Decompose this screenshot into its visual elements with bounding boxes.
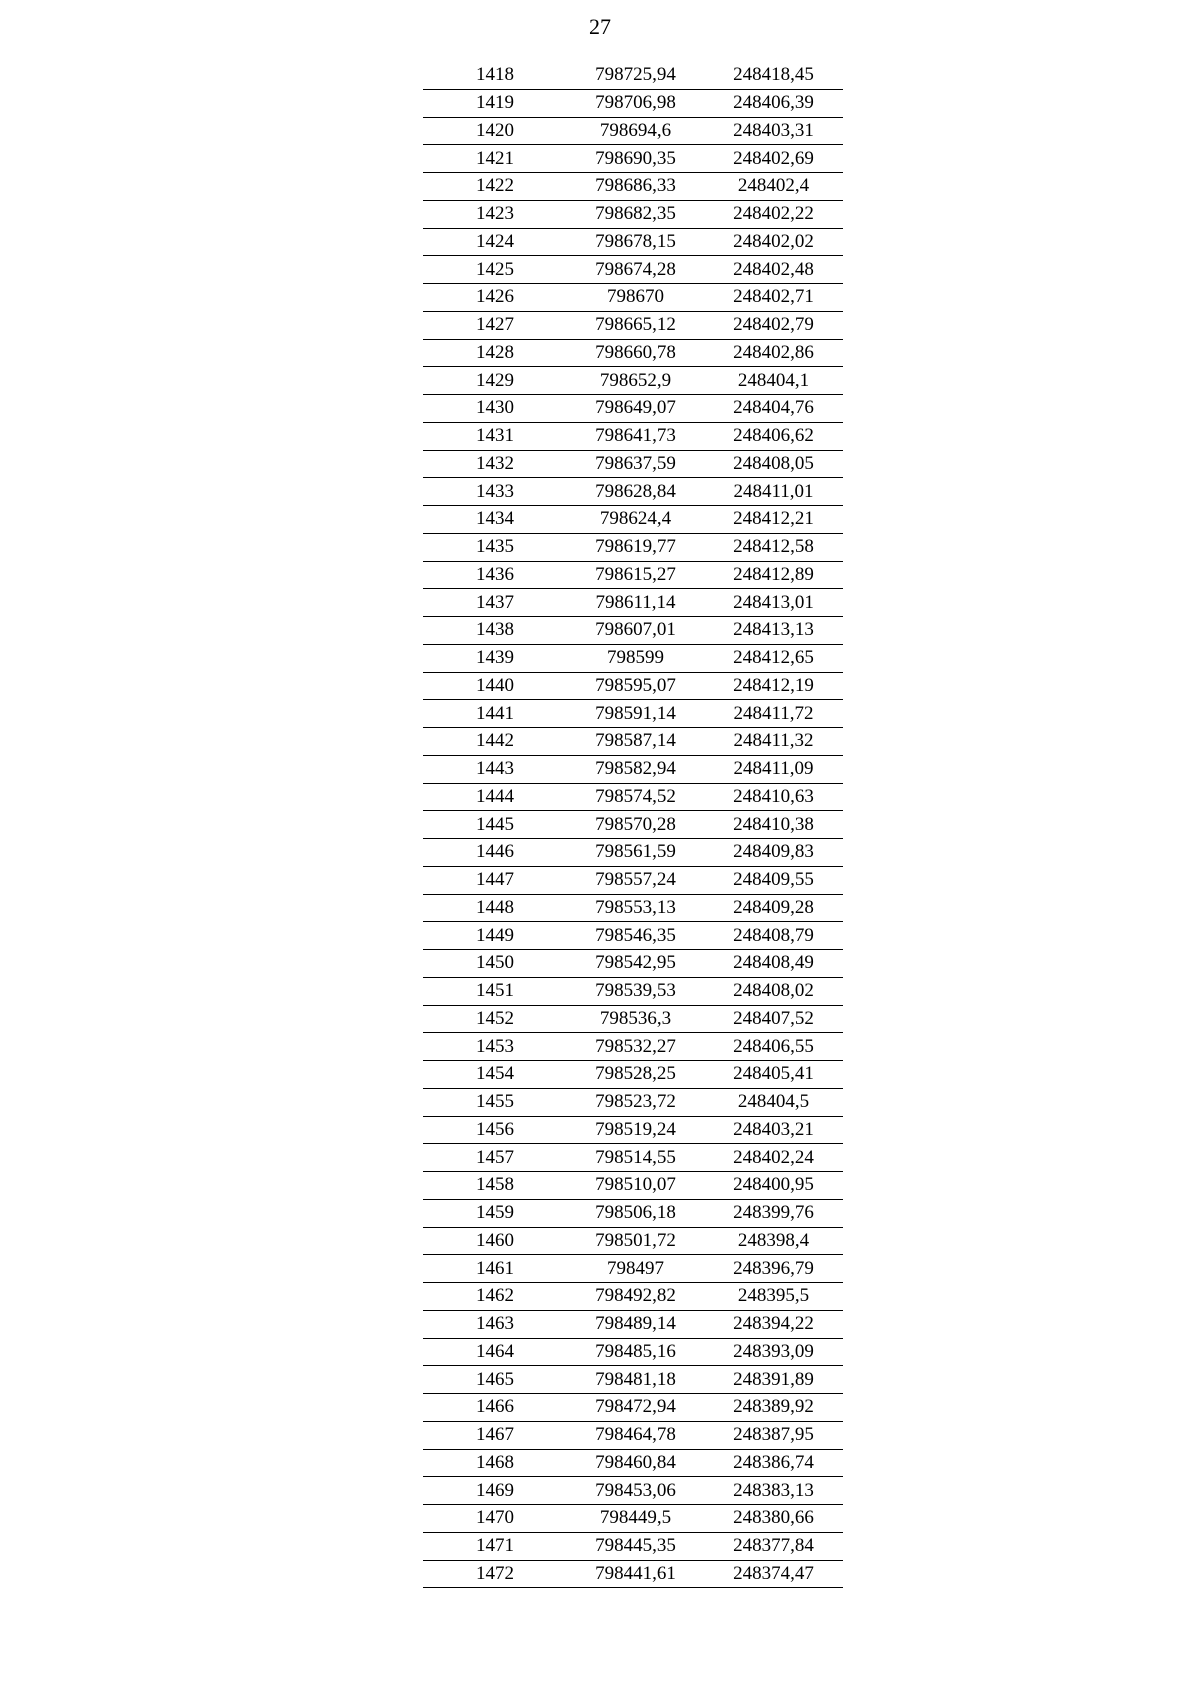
y-coordinate-cell: 248409,28 (704, 894, 843, 922)
point-number-cell: 1424 (423, 228, 567, 256)
point-number-cell: 1443 (423, 755, 567, 783)
x-coordinate-cell: 798674,28 (567, 256, 704, 284)
x-coordinate-cell: 798574,52 (567, 783, 704, 811)
table-row (423, 173, 843, 201)
table-row (423, 367, 843, 395)
point-number-cell: 1421 (423, 145, 567, 173)
x-coordinate-cell: 798682,35 (567, 200, 704, 228)
y-coordinate-cell: 248410,38 (704, 811, 843, 839)
y-coordinate-cell: 248400,95 (704, 1172, 843, 1200)
y-coordinate-cell: 248412,89 (704, 561, 843, 589)
x-coordinate-cell: 798641,73 (567, 422, 704, 450)
point-number-cell: 1431 (423, 422, 567, 450)
table-row (423, 1338, 843, 1366)
point-number-cell: 1427 (423, 311, 567, 339)
y-coordinate-cell: 248404,1 (704, 367, 843, 395)
y-coordinate-cell: 248374,47 (704, 1560, 843, 1588)
table-row (423, 1394, 843, 1422)
x-coordinate-cell: 798489,14 (567, 1310, 704, 1338)
point-number-cell: 1463 (423, 1310, 567, 1338)
table-row (423, 256, 843, 284)
x-coordinate-cell: 798649,07 (567, 395, 704, 423)
point-number-cell: 1445 (423, 811, 567, 839)
y-coordinate-cell: 248402,48 (704, 256, 843, 284)
table-row (423, 644, 843, 672)
table-row (423, 506, 843, 534)
x-coordinate-cell: 798553,13 (567, 894, 704, 922)
point-number-cell: 1425 (423, 256, 567, 284)
point-number-cell: 1451 (423, 977, 567, 1005)
x-coordinate-cell: 798637,59 (567, 450, 704, 478)
point-number-cell: 1447 (423, 866, 567, 894)
y-coordinate-cell: 248380,66 (704, 1505, 843, 1533)
x-coordinate-cell: 798570,28 (567, 811, 704, 839)
x-coordinate-cell: 798670 (567, 284, 704, 312)
x-coordinate-cell: 798611,14 (567, 589, 704, 617)
point-number-cell: 1440 (423, 672, 567, 700)
point-number-cell: 1472 (423, 1560, 567, 1588)
point-number-cell: 1460 (423, 1227, 567, 1255)
point-number-cell: 1459 (423, 1199, 567, 1227)
y-coordinate-cell: 248412,65 (704, 644, 843, 672)
y-coordinate-cell: 248389,92 (704, 1394, 843, 1422)
y-coordinate-cell: 248402,24 (704, 1144, 843, 1172)
point-number-cell: 1426 (423, 284, 567, 312)
y-coordinate-cell: 248408,49 (704, 950, 843, 978)
page-number: 27 (589, 14, 611, 39)
table-row (423, 1283, 843, 1311)
x-coordinate-cell: 798441,61 (567, 1560, 704, 1588)
table-row (423, 478, 843, 506)
y-coordinate-cell: 248411,32 (704, 728, 843, 756)
point-number-cell: 1461 (423, 1255, 567, 1283)
point-number-cell: 1419 (423, 89, 567, 117)
point-number-cell: 1467 (423, 1421, 567, 1449)
table-row (423, 1505, 843, 1533)
x-coordinate-cell: 798624,4 (567, 506, 704, 534)
y-coordinate-cell: 248402,71 (704, 284, 843, 312)
y-coordinate-cell: 248399,76 (704, 1199, 843, 1227)
y-coordinate-cell: 248383,13 (704, 1477, 843, 1505)
y-coordinate-cell: 248386,74 (704, 1449, 843, 1477)
x-coordinate-cell: 798532,27 (567, 1033, 704, 1061)
x-coordinate-cell: 798628,84 (567, 478, 704, 506)
table-row (423, 1532, 843, 1560)
table-row (423, 755, 843, 783)
y-coordinate-cell: 248406,55 (704, 1033, 843, 1061)
point-number-cell: 1420 (423, 117, 567, 145)
table-row (423, 839, 843, 867)
x-coordinate-cell: 798460,84 (567, 1449, 704, 1477)
x-coordinate-cell: 798615,27 (567, 561, 704, 589)
y-coordinate-cell: 248406,39 (704, 89, 843, 117)
y-coordinate-cell: 248412,58 (704, 533, 843, 561)
point-number-cell: 1438 (423, 617, 567, 645)
point-number-cell: 1462 (423, 1283, 567, 1311)
table-row (423, 783, 843, 811)
x-coordinate-cell: 798497 (567, 1255, 704, 1283)
x-coordinate-cell: 798660,78 (567, 339, 704, 367)
table-row (423, 1477, 843, 1505)
table-row (423, 1366, 843, 1394)
table-row (423, 533, 843, 561)
point-number-cell: 1446 (423, 839, 567, 867)
x-coordinate-cell: 798485,16 (567, 1338, 704, 1366)
point-number-cell: 1444 (423, 783, 567, 811)
point-number-cell: 1434 (423, 506, 567, 534)
point-number-cell: 1422 (423, 173, 567, 201)
point-number-cell: 1432 (423, 450, 567, 478)
table-row (423, 228, 843, 256)
table-row (423, 311, 843, 339)
x-coordinate-cell: 798501,72 (567, 1227, 704, 1255)
y-coordinate-cell: 248402,02 (704, 228, 843, 256)
table-row (423, 950, 843, 978)
point-number-cell: 1454 (423, 1061, 567, 1089)
point-number-cell: 1468 (423, 1449, 567, 1477)
point-number-cell: 1452 (423, 1005, 567, 1033)
x-coordinate-cell: 798619,77 (567, 533, 704, 561)
point-number-cell: 1430 (423, 395, 567, 423)
table-row (423, 1172, 843, 1200)
table-row (423, 145, 843, 173)
x-coordinate-cell: 798449,5 (567, 1505, 704, 1533)
y-coordinate-cell: 248408,02 (704, 977, 843, 1005)
y-coordinate-cell: 248387,95 (704, 1421, 843, 1449)
x-coordinate-cell: 798725,94 (567, 62, 704, 89)
table-row (423, 1421, 843, 1449)
y-coordinate-cell: 248409,55 (704, 866, 843, 894)
y-coordinate-cell: 248395,5 (704, 1283, 843, 1311)
y-coordinate-cell: 248402,86 (704, 339, 843, 367)
x-coordinate-cell: 798591,14 (567, 700, 704, 728)
table-row (423, 728, 843, 756)
point-number-cell: 1453 (423, 1033, 567, 1061)
point-number-cell: 1436 (423, 561, 567, 589)
point-number-cell: 1423 (423, 200, 567, 228)
point-number-cell: 1465 (423, 1366, 567, 1394)
x-coordinate-cell: 798523,72 (567, 1088, 704, 1116)
table-row (423, 922, 843, 950)
y-coordinate-cell: 248402,4 (704, 173, 843, 201)
table-row (423, 672, 843, 700)
y-coordinate-cell: 248418,45 (704, 62, 843, 89)
table-row (423, 1255, 843, 1283)
x-coordinate-cell: 798528,25 (567, 1061, 704, 1089)
y-coordinate-cell: 248411,01 (704, 478, 843, 506)
point-number-cell: 1455 (423, 1088, 567, 1116)
table-row (423, 1116, 843, 1144)
table-row (423, 894, 843, 922)
table-row (423, 1033, 843, 1061)
y-coordinate-cell: 248408,05 (704, 450, 843, 478)
table-row (423, 866, 843, 894)
x-coordinate-cell: 798607,01 (567, 617, 704, 645)
table-row (423, 284, 843, 312)
point-number-cell: 1469 (423, 1477, 567, 1505)
point-number-cell: 1435 (423, 533, 567, 561)
x-coordinate-cell: 798582,94 (567, 755, 704, 783)
y-coordinate-cell: 248391,89 (704, 1366, 843, 1394)
table-row (423, 395, 843, 423)
x-coordinate-cell: 798506,18 (567, 1199, 704, 1227)
x-coordinate-cell: 798542,95 (567, 950, 704, 978)
y-coordinate-cell: 248406,62 (704, 422, 843, 450)
x-coordinate-cell: 798561,59 (567, 839, 704, 867)
y-coordinate-cell: 248407,52 (704, 1005, 843, 1033)
table-row (423, 700, 843, 728)
point-number-cell: 1464 (423, 1338, 567, 1366)
table-row (423, 339, 843, 367)
point-number-cell: 1449 (423, 922, 567, 950)
x-coordinate-cell: 798546,35 (567, 922, 704, 950)
x-coordinate-cell: 798514,55 (567, 1144, 704, 1172)
y-coordinate-cell: 248412,21 (704, 506, 843, 534)
table-row (423, 89, 843, 117)
x-coordinate-cell: 798519,24 (567, 1116, 704, 1144)
x-coordinate-cell: 798453,06 (567, 1477, 704, 1505)
y-coordinate-cell: 248402,79 (704, 311, 843, 339)
y-coordinate-cell: 248402,69 (704, 145, 843, 173)
table-row (423, 1310, 843, 1338)
y-coordinate-cell: 248394,22 (704, 1310, 843, 1338)
point-number-cell: 1441 (423, 700, 567, 728)
y-coordinate-cell: 248402,22 (704, 200, 843, 228)
table-row (423, 1199, 843, 1227)
point-number-cell: 1448 (423, 894, 567, 922)
y-coordinate-cell: 248403,21 (704, 1116, 843, 1144)
x-coordinate-cell: 798652,9 (567, 367, 704, 395)
x-coordinate-cell: 798690,35 (567, 145, 704, 173)
y-coordinate-cell: 248412,19 (704, 672, 843, 700)
table-row (423, 1227, 843, 1255)
x-coordinate-cell: 798557,24 (567, 866, 704, 894)
x-coordinate-cell: 798492,82 (567, 1283, 704, 1311)
point-number-cell: 1428 (423, 339, 567, 367)
table-row (423, 200, 843, 228)
x-coordinate-cell: 798678,15 (567, 228, 704, 256)
point-number-cell: 1470 (423, 1505, 567, 1533)
point-number-cell: 1437 (423, 589, 567, 617)
y-coordinate-cell: 248409,83 (704, 839, 843, 867)
point-number-cell: 1442 (423, 728, 567, 756)
table-row (423, 1088, 843, 1116)
table-row (423, 62, 843, 89)
point-number-cell: 1458 (423, 1172, 567, 1200)
x-coordinate-cell: 798481,18 (567, 1366, 704, 1394)
y-coordinate-cell: 248408,79 (704, 922, 843, 950)
y-coordinate-cell: 248411,09 (704, 755, 843, 783)
y-coordinate-cell: 248393,09 (704, 1338, 843, 1366)
y-coordinate-cell: 248403,31 (704, 117, 843, 145)
table-row (423, 977, 843, 1005)
table-row (423, 561, 843, 589)
x-coordinate-cell: 798694,6 (567, 117, 704, 145)
x-coordinate-cell: 798472,94 (567, 1394, 704, 1422)
y-coordinate-cell: 248413,13 (704, 617, 843, 645)
point-number-cell: 1418 (423, 62, 567, 89)
x-coordinate-cell: 798536,3 (567, 1005, 704, 1033)
x-coordinate-cell: 798539,53 (567, 977, 704, 1005)
x-coordinate-cell: 798599 (567, 644, 704, 672)
table-row (423, 422, 843, 450)
coordinates-table-body (423, 62, 843, 1588)
x-coordinate-cell: 798587,14 (567, 728, 704, 756)
x-coordinate-cell: 798595,07 (567, 672, 704, 700)
table-row (423, 117, 843, 145)
table-row (423, 589, 843, 617)
table-row (423, 450, 843, 478)
x-coordinate-cell: 798510,07 (567, 1172, 704, 1200)
table-row (423, 811, 843, 839)
point-number-cell: 1471 (423, 1532, 567, 1560)
y-coordinate-cell: 248413,01 (704, 589, 843, 617)
table-row (423, 617, 843, 645)
table-row (423, 1144, 843, 1172)
y-coordinate-cell: 248377,84 (704, 1532, 843, 1560)
table-row (423, 1449, 843, 1477)
y-coordinate-cell: 248398,4 (704, 1227, 843, 1255)
y-coordinate-cell: 248404,5 (704, 1088, 843, 1116)
y-coordinate-cell: 248411,72 (704, 700, 843, 728)
coordinates-table (423, 62, 843, 1588)
point-number-cell: 1433 (423, 478, 567, 506)
x-coordinate-cell: 798464,78 (567, 1421, 704, 1449)
x-coordinate-cell: 798445,35 (567, 1532, 704, 1560)
x-coordinate-cell: 798665,12 (567, 311, 704, 339)
x-coordinate-cell: 798706,98 (567, 89, 704, 117)
point-number-cell: 1466 (423, 1394, 567, 1422)
point-number-cell: 1439 (423, 644, 567, 672)
table-row (423, 1005, 843, 1033)
table-row (423, 1061, 843, 1089)
point-number-cell: 1456 (423, 1116, 567, 1144)
y-coordinate-cell: 248410,63 (704, 783, 843, 811)
y-coordinate-cell: 248405,41 (704, 1061, 843, 1089)
y-coordinate-cell: 248396,79 (704, 1255, 843, 1283)
x-coordinate-cell: 798686,33 (567, 173, 704, 201)
table-row (423, 1560, 843, 1588)
point-number-cell: 1457 (423, 1144, 567, 1172)
point-number-cell: 1429 (423, 367, 567, 395)
point-number-cell: 1450 (423, 950, 567, 978)
y-coordinate-cell: 248404,76 (704, 395, 843, 423)
